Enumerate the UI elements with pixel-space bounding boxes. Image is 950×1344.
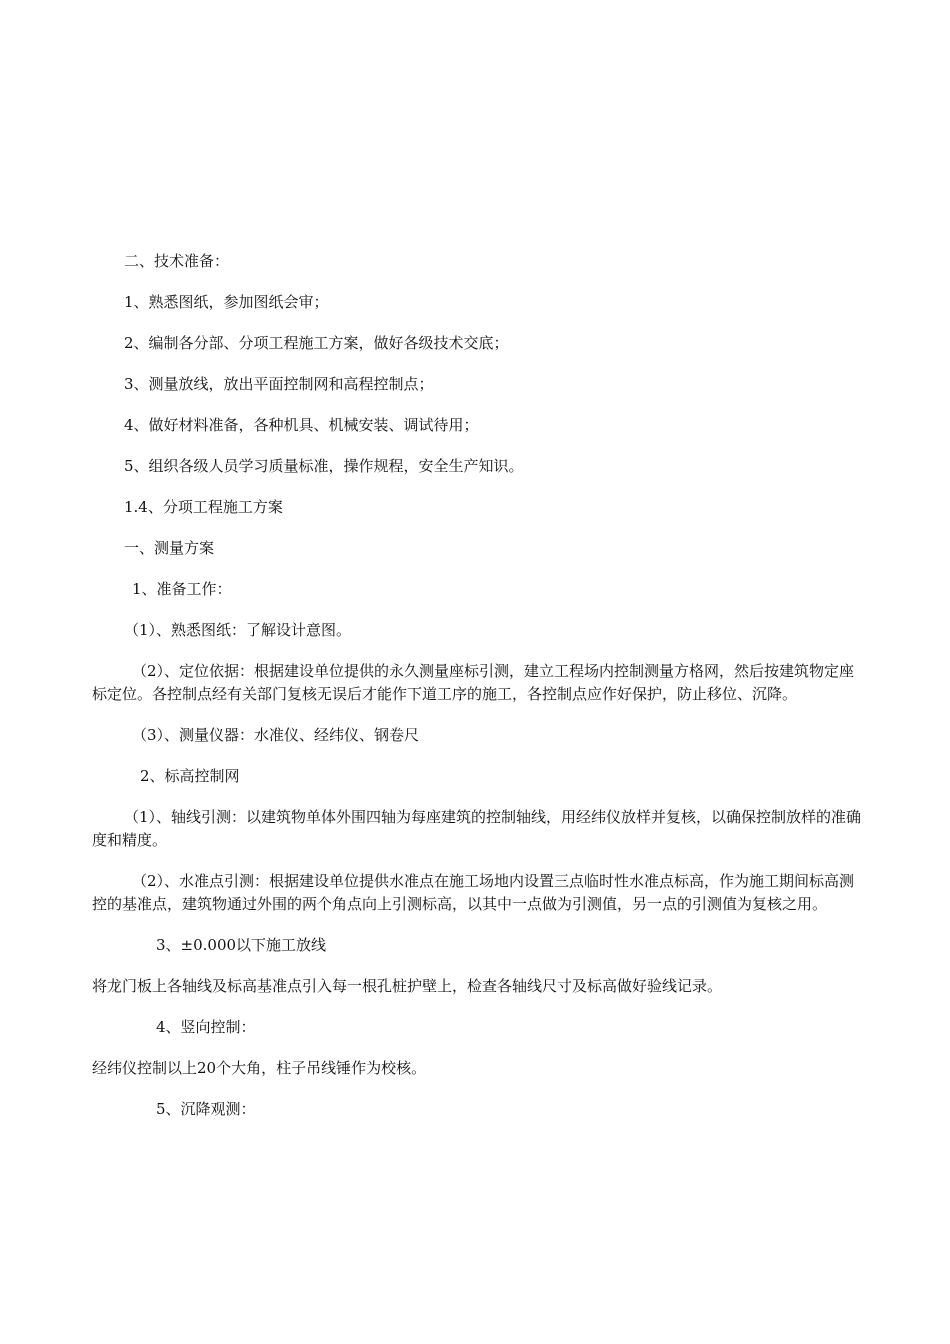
paragraph: 将龙门板上各轴线及标高基准点引入每一根孔桩护壁上，检查各轴线尺寸及标高做好验线记录。 [92, 977, 723, 995]
paragraph: （2）、水准点引测：根据建设单位提供水准点在施工场地内设置三点临时性水准点标高，作为施工期间标高测控的基准点，建筑物通过外围的两个角点向上引测标高，以其中一点做为引测值，另一点的引测值为复核之用。 [92, 872, 855, 913]
paragraph: （1）、轴线引测：以建筑物单体外围四轴为每座建筑的控制轴线，用经纬仪放样并复核，以确保控制放样的准确度和精度。 [92, 808, 862, 849]
subsection-heading: 2、标高控制网 [140, 767, 240, 785]
list-item: （1）、熟悉图纸：了解设计意图。 [124, 621, 352, 639]
list-item: 1、熟悉图纸，参加图纸会审； [124, 293, 329, 311]
list-item: （3）、测量仪器：水准仪、经纬仪、钢卷尺 [132, 726, 420, 744]
section-heading-construction-plan: 1.4、分项工程施工方案 [124, 498, 283, 516]
document-body [92, 250, 862, 1139]
list-item: 3、测量放线，放出平面控制网和高程控制点； [124, 375, 434, 393]
paragraph: （2）、定位依据：根据建设单位提供的永久测量座标引测，建立工程场内控制测量方格网，然后按建筑物定座标定位。各控制点经有关部门复核无误后才能作下道工序的施工，各控制点应作好保护，防止移位、沉降。 [92, 662, 855, 703]
list-item: 5、组织各级人员学习质量标准，操作规程，安全生产知识。 [124, 457, 524, 475]
subsection-heading: 1、准备工作： [132, 580, 232, 598]
list-item: 4、做好材料准备，各种机具、机械安装、调试待用； [124, 416, 479, 434]
paragraph: 经纬仪控制以上20个大角，柱子吊线锤作为校核。 [92, 1059, 427, 1077]
subsection-heading: 4、竖向控制： [156, 1018, 256, 1036]
section-heading-survey-plan: 一、测量方案 [124, 539, 215, 557]
list-item: 2、编制各分部、分项工程施工方案，做好各级技术交底； [124, 334, 509, 352]
section-heading-technical-preparation: 二、技术准备： [124, 252, 230, 270]
subsection-heading: 3、±0.000以下施工放线 [156, 936, 327, 954]
subsection-heading: 5、沉降观测： [156, 1100, 256, 1118]
